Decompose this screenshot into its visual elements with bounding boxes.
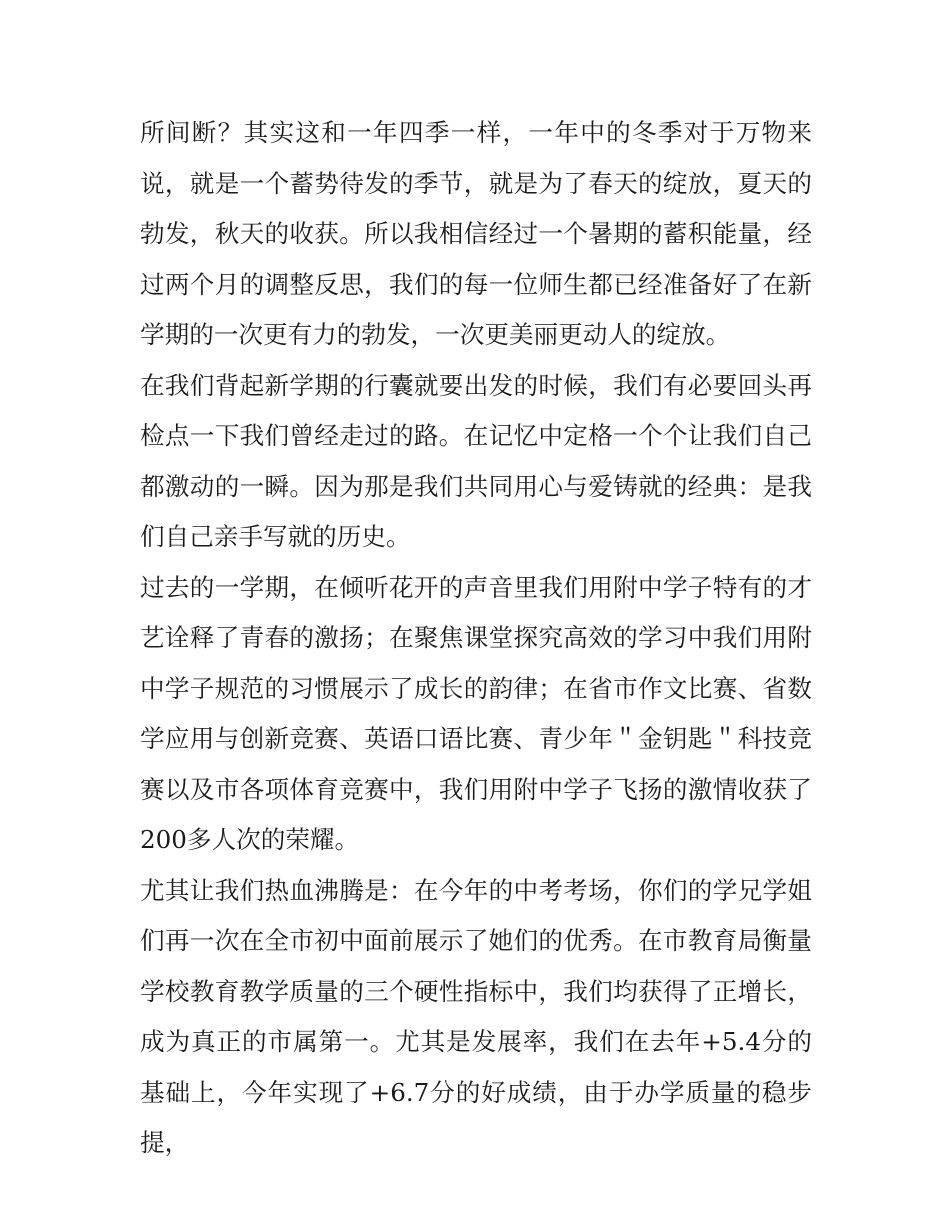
paragraph-3: 过去的一学期，在倾听花开的声音里我们用附中学子特有的才艺诠释了青春的激扬；在聚焦课堂探究高效的学习中我们用附中学子规范的习惯展示了成长的韵律；在省市作文比赛、省数学应用与创新竞赛、英语口语比赛、青少年＂金钥匙＂科技竞赛以及市各项体育竞赛中，我们用附中学子飞扬的激情收获了200多人次的荣耀。 — [140, 572, 812, 854]
paragraph-2: 在我们背起新学期的行囊就要出发的时候，我们有必要回头再检点一下我们曾经走过的路。在记忆中定格一个个让我们自己都激动的一瞬。因为那是我们共同用心与爱铸就的经典：是我们自己亲手写就的历史。 — [140, 370, 812, 551]
body-text — [140, 108, 812, 1169]
paragraph-1: 所间断？其实这和一年四季一样，一年中的冬季对于万物来说，就是一个蓄势待发的季节，就是为了春天的绽放，夏天的勃发，秋天的收获。所以我相信经过一个暑期的蓄积能量，经过两个月的调整反思，我们的每一位师生都已经准备好了在新学期的一次更有力的勃发，一次更美丽更动人的绽放。 — [140, 118, 812, 349]
paragraph-4: 尤其让我们热血沸腾是：在今年的中考考场，你们的学兄学姐们再一次在全市初中面前展示了她们的优秀。在市教育局衡量学校教育教学质量的三个硬性指标中，我们均获得了正增长，成为真正的市属第一。尤其是发展率，我们在去年+5.4分的基础上，今年实现了+6.7分的好成绩，由于办学质量的稳步提， — [140, 875, 812, 1157]
